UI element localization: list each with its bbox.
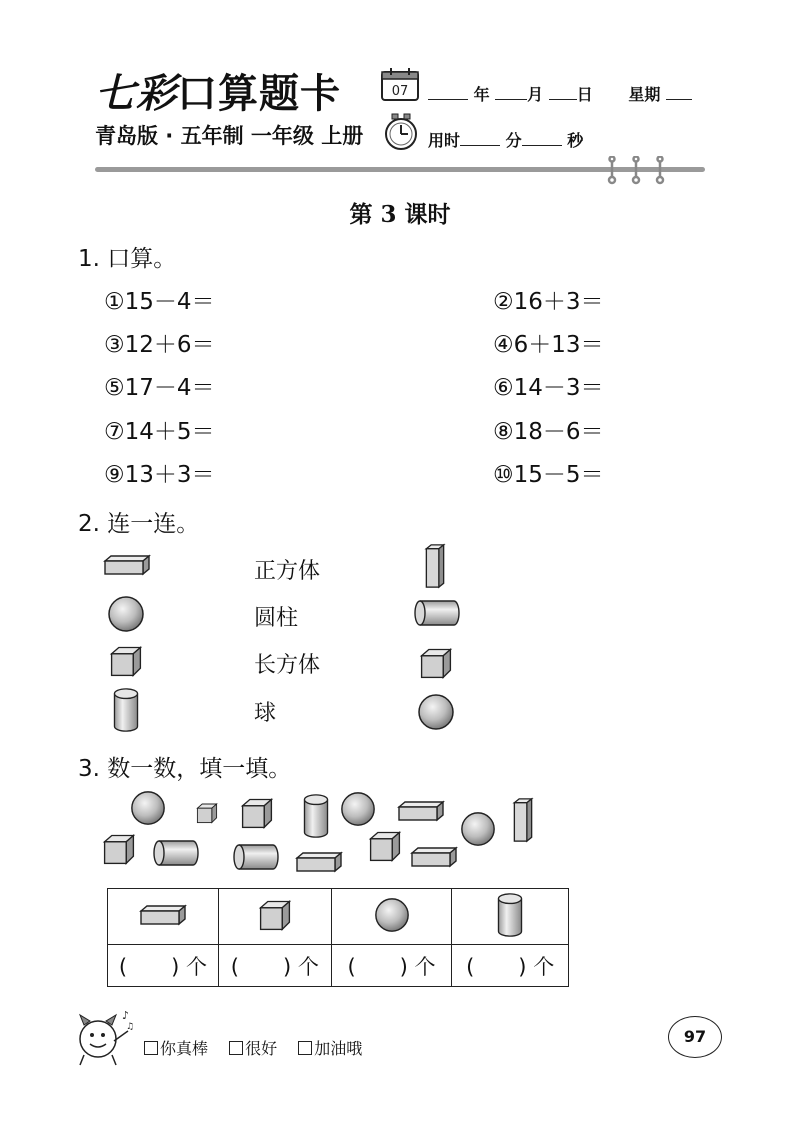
problem-3: ③12＋6＝	[104, 332, 215, 358]
brand-part2: 口算题卡	[177, 70, 341, 117]
problem-8: ⑧18－6＝	[493, 419, 604, 445]
brand-part1: 七彩	[95, 70, 177, 117]
cube-icon	[195, 801, 219, 825]
col-cuboid	[108, 889, 219, 945]
rating-option-great[interactable]: 你真棒	[144, 1039, 208, 1058]
minute-blank[interactable]	[460, 131, 500, 146]
cuboid-icon	[396, 799, 446, 823]
lesson-title: 第 3 课时	[349, 201, 451, 228]
sphere-icon	[339, 790, 377, 828]
rating-option-keep-going[interactable]: 加油哦	[298, 1039, 362, 1058]
calendar-day: 07	[391, 84, 409, 99]
page-number: 97	[668, 1016, 722, 1058]
col-sphere	[331, 889, 452, 945]
problem-1: ①15－4＝	[104, 289, 215, 315]
lying-cylinder-icon	[151, 838, 201, 868]
binder-rings-icon	[600, 156, 680, 186]
cuboid-icon	[409, 845, 459, 869]
cylinder-icon	[495, 891, 525, 939]
week-blank[interactable]	[666, 85, 692, 100]
rating-option-good[interactable]: 很好	[229, 1039, 277, 1058]
count-cell-cylinder[interactable]: ( ) 个	[452, 945, 569, 987]
cube-icon	[418, 645, 454, 681]
label-cube: 正方体	[254, 559, 321, 584]
svg-text:♫: ♫	[126, 1022, 134, 1032]
problem-2: ②16＋3＝	[493, 289, 604, 315]
count-cell-cuboid[interactable]: ( ) 个	[108, 945, 219, 987]
minute-label: 分	[505, 131, 522, 150]
section3-title: 3. 数一数，填一填。	[78, 756, 292, 782]
brand-title	[95, 62, 341, 119]
sphere-icon	[373, 896, 411, 934]
year-label: 年	[473, 85, 490, 104]
second-blank[interactable]	[522, 131, 562, 146]
clock-icon	[383, 112, 419, 152]
cuboid-icon	[138, 903, 188, 927]
date-line	[428, 82, 692, 105]
problem-9: ⑨13＋3＝	[104, 462, 215, 488]
label-cylinder: 圆柱	[254, 606, 299, 631]
cube-icon	[257, 897, 293, 933]
problem-4: ④6＋13＝	[493, 332, 604, 358]
col-cylinder	[452, 889, 569, 945]
year-blank[interactable]	[428, 85, 468, 100]
tall-cuboid-icon	[511, 796, 535, 844]
cube-icon	[239, 795, 275, 831]
problem-6: ⑥14－3＝	[493, 375, 604, 401]
sphere-icon	[129, 789, 167, 827]
section2-title: 2. 连一连。	[78, 511, 200, 537]
cube-icon	[108, 643, 144, 679]
svg-text:♪: ♪	[122, 1009, 130, 1022]
cuboid-icon	[102, 553, 152, 577]
label-sphere: 球	[254, 701, 277, 726]
month-blank[interactable]	[495, 85, 527, 100]
checkbox-icon	[144, 1041, 158, 1055]
month-label: 月	[527, 85, 544, 104]
calendar-icon	[380, 66, 420, 102]
sphere-icon	[106, 594, 146, 634]
count-cell-cube[interactable]: ( ) 个	[218, 945, 331, 987]
problem-5: ⑤17－4＝	[104, 375, 215, 401]
cylinder-icon	[301, 792, 331, 840]
edition-text: 青岛版 · 五年制 一年级 上册	[95, 124, 364, 148]
cube-icon	[367, 828, 403, 864]
rating-options	[144, 1036, 362, 1059]
lying-cylinder-icon	[412, 598, 462, 628]
cartoon-mascot-icon	[70, 1005, 134, 1069]
problem-10: ⑩15－5＝	[493, 462, 604, 488]
time-line	[428, 128, 583, 151]
cube-icon	[101, 831, 137, 867]
label-cuboid: 长方体	[254, 653, 321, 678]
week-label: 星期	[628, 85, 661, 104]
sphere-icon	[459, 810, 497, 848]
sphere-icon	[416, 692, 456, 732]
checkbox-icon	[298, 1041, 312, 1055]
day-blank[interactable]	[549, 85, 577, 100]
day-label: 日	[576, 85, 593, 104]
time-used-label: 用时	[428, 131, 461, 150]
cylinder-icon	[111, 686, 141, 734]
section1-title: 1. 口算。	[78, 246, 177, 272]
tall-cuboid-icon	[423, 542, 447, 590]
cuboid-icon	[294, 850, 344, 874]
checkbox-icon	[229, 1041, 243, 1055]
count-table	[107, 888, 569, 987]
second-label: 秒	[567, 131, 584, 150]
lying-cylinder-icon	[231, 842, 281, 872]
col-cube	[218, 889, 331, 945]
count-cell-sphere[interactable]: ( ) 个	[331, 945, 452, 987]
problem-7: ⑦14＋5＝	[104, 419, 215, 445]
